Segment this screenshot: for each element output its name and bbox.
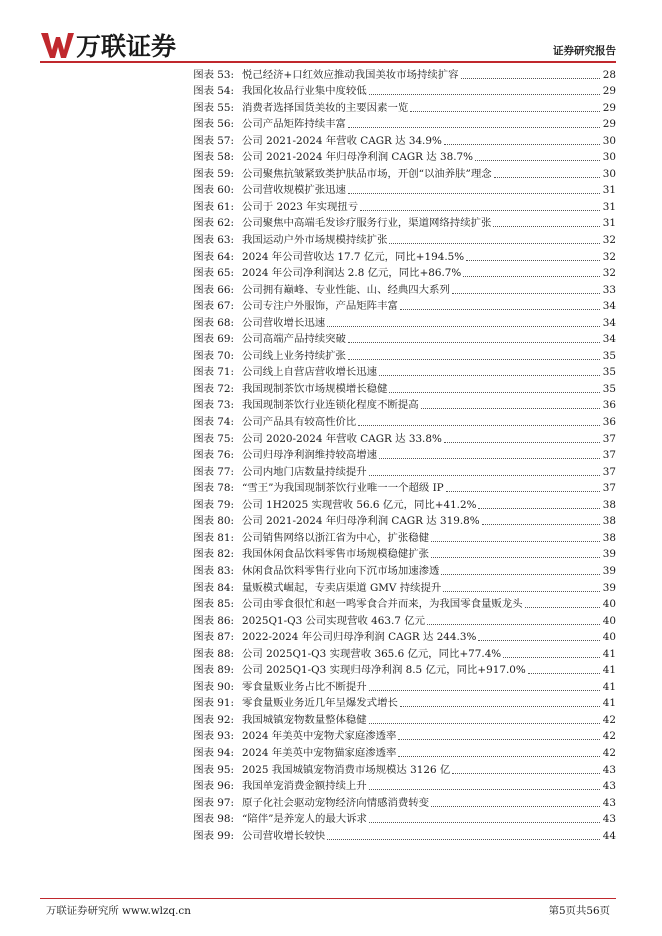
toc-leader-dots [525,606,600,608]
toc-entry-label: 图表 77: [193,465,234,478]
toc-entry-page[interactable]: 43 [602,780,616,793]
toc-entry-title[interactable]: “雪王”为我国现制茶饮行业唯一一个超级 IP [242,482,444,495]
toc-entry[interactable] [40,792,616,809]
toc-entry-label: 图表 93: [193,730,234,743]
toc-entry[interactable] [40,478,616,495]
toc-entry-label: 图表 64: [193,250,234,263]
toc-entry[interactable] [40,461,616,478]
toc-entry-label: 图表 62: [193,217,234,230]
toc-entry-title[interactable]: 公司产品矩阵持续丰富 [242,118,346,131]
toc-entry-page[interactable]: 30 [602,151,616,164]
toc-leader-dots [466,259,600,261]
toc-entry-page[interactable]: 30 [602,134,616,147]
toc-entry-title[interactable]: 公司产品具有较高性价比 [242,416,357,429]
toc-entry[interactable] [40,511,616,528]
toc-leader-dots [463,275,600,277]
toc-entry-page[interactable]: 43 [602,796,616,809]
toc-entry-page[interactable]: 37 [602,449,616,462]
toc-leader-dots [348,341,600,343]
toc-entry-title[interactable]: 公司高端产品持续突破 [242,333,346,346]
toc-entry-label: 图表 68: [193,316,234,329]
toc-entry[interactable] [40,345,616,362]
toc-entry[interactable] [40,213,616,230]
toc-entry-page[interactable]: 38 [602,515,616,528]
toc-leader-dots [482,523,600,525]
toc-entry-title[interactable]: 我国城镇宠物数量整体稳健 [242,713,367,726]
toc-entry-label: 图表 72: [193,382,234,395]
toc-entry[interactable] [40,610,616,627]
toc-entry-page[interactable]: 35 [602,382,616,395]
toc-entry-title[interactable]: 消费者选择国货美妆的主要因素一览 [242,101,409,114]
brand-logo-mark-icon [40,30,74,60]
toc-leader-dots [444,441,600,443]
toc-entry-page[interactable]: 28 [602,68,616,81]
toc-leader-dots [400,308,600,310]
toc-leader-dots [528,672,600,674]
toc-entry-label: 图表 87: [193,631,234,644]
toc-entry-label: 图表 75: [193,432,234,445]
footer-org-site: 万联证券研究所 www.wlzq.cn [46,905,191,917]
toc-entry-label: 图表 54: [193,85,234,98]
footer-divider [40,898,616,899]
toc-entry[interactable] [40,81,616,98]
toc-entry[interactable] [40,97,616,114]
toc-entry[interactable] [40,130,616,147]
toc-entry-page[interactable]: 32 [602,250,616,263]
toc-entry-label: 图表 83: [193,564,234,577]
toc-entry[interactable] [40,229,616,246]
toc-leader-dots [441,573,600,575]
toc-leader-dots [427,623,600,625]
toc-entry[interactable] [40,411,616,428]
toc-leader-dots [452,772,600,774]
toc-leader-dots [398,738,600,740]
toc-leader-dots [446,490,600,492]
toc-entry-label: 图表 95: [193,763,234,776]
toc-entry-title[interactable]: 悦己经济+口红效应推动我国美妆市场持续扩容 [242,68,459,81]
toc-entry[interactable] [40,428,616,445]
toc-entry-label: 图表 63: [193,234,234,247]
toc-entry-page[interactable]: 41 [602,664,616,677]
toc-entry[interactable] [40,196,616,213]
toc-entry-label: 图表 65: [193,267,234,280]
toc-entry-page[interactable]: 29 [602,101,616,114]
toc-entry-title[interactable]: 公司内地门店数量持续提升 [242,465,367,478]
toc-entry-page[interactable]: 35 [602,349,616,362]
toc-entry[interactable] [40,594,616,611]
toc-entry[interactable] [40,825,616,842]
toc-entry-page[interactable]: 38 [602,531,616,544]
toc-entry-title[interactable]: 休闲食品饮料零售行业向下沉市场加速渗透 [242,564,440,577]
toc-leader-dots [400,705,600,707]
toc-entry-label: 图表 89: [193,664,234,677]
toc-entry[interactable] [40,246,616,263]
toc-entry-title[interactable]: 公司线上业务持续扩张 [242,349,346,362]
page-number: 第5页共56页 [548,905,610,917]
toc-entry[interactable] [40,693,616,710]
toc-entry-title[interactable]: 公司线上自营店营收增长迅速 [242,366,378,379]
toc-entry[interactable] [40,263,616,280]
toc-leader-dots [503,656,600,658]
toc-entry-label: 图表 53: [193,68,234,81]
toc-leader-dots [369,93,600,95]
toc-entry-title[interactable]: 公司由零食很忙和赵一鸣零食合并而来，为我国零食量贩龙头 [242,598,523,611]
toc-entry-page[interactable]: 31 [602,217,616,230]
toc-entry[interactable] [40,147,616,164]
toc-leader-dots [443,590,600,592]
toc-leader-dots [398,755,600,757]
toc-entry-label: 图表 80: [193,515,234,528]
toc-entry-label: 图表 69: [193,333,234,346]
toc-entry-label: 图表 79: [193,498,234,511]
toc-entry-title[interactable]: 2025 我国城镇宠物消费市场规模达 3126 亿 [242,763,451,776]
toc-entry[interactable] [40,709,616,726]
toc-leader-dots [431,540,600,542]
toc-entry-page[interactable]: 44 [602,829,616,842]
toc-entry-page[interactable]: 43 [602,763,616,776]
toc-leader-dots [389,391,600,393]
toc-entry-title[interactable]: 公司专注户外服饰，产品矩阵丰富 [242,300,398,313]
toc-entry-label: 图表 88: [193,647,234,660]
toc-entry-page[interactable]: 40 [602,614,616,627]
toc-leader-dots [431,556,600,558]
toc-entry-page[interactable]: 41 [602,680,616,693]
toc-entry-title[interactable]: 公司 2021-2024 年归母净利润 CAGR 达 319.8% [242,515,480,528]
toc-entry-page[interactable]: 39 [602,564,616,577]
toc-entry[interactable] [40,494,616,511]
brand-logo [40,28,176,62]
toc-entry[interactable] [40,163,616,180]
toc-entry[interactable] [40,627,616,644]
toc-leader-dots [379,457,600,459]
toc-entry[interactable] [40,329,616,346]
toc-entry-title[interactable]: 我国单宠消费金额持续上升 [242,780,367,793]
toc-entry-label: 图表 99: [193,829,234,842]
toc-entry-page[interactable]: 30 [602,167,616,180]
toc-entry[interactable] [40,660,616,677]
toc-entry[interactable] [40,742,616,759]
toc-entry-title[interactable]: 公司归母净利润维持较高增速 [242,449,378,462]
toc-entry-label: 图表 74: [193,416,234,429]
toc-entry-title[interactable]: 2024 年公司净利润达 2.8 亿元，同比+86.7% [242,267,462,280]
toc-entry-label: 图表 94: [193,746,234,759]
toc-leader-dots [369,788,600,790]
toc-entry-title[interactable]: 公司聚焦抗皱紧致类护肤品市场，开创“以油养肤”理念 [242,167,492,180]
toc-entry[interactable] [40,527,616,544]
toc-entry-page[interactable]: 42 [602,730,616,743]
toc-leader-dots [478,507,600,509]
toc-entry[interactable] [40,676,616,693]
toc-entry-label: 图表 73: [193,399,234,412]
toc-leader-dots [369,689,600,691]
toc-entry-page[interactable]: 37 [602,482,616,495]
toc-leader-dots [327,838,600,840]
toc-leader-dots [379,374,600,376]
toc-entry[interactable] [40,726,616,743]
toc-entry-label: 图表 55: [193,101,234,114]
toc-entry-label: 图表 86: [193,614,234,627]
toc-entry-title[interactable]: 零食量贩业务占比不断提升 [242,680,367,693]
toc-entry[interactable] [40,312,616,329]
toc-leader-dots [369,821,600,823]
toc-entry-title[interactable]: 我国现制茶饮行业连锁化程度不断提高 [242,399,419,412]
toc-entry-title[interactable]: 公司 2025Q1-Q3 实现营收 365.6 亿元，同比+77.4% [242,647,502,660]
toc-entry-title[interactable]: 2024 年公司营收达 17.7 亿元，同比+194.5% [242,250,465,263]
figure-index-list [40,64,616,842]
toc-entry[interactable] [40,445,616,462]
toc-entry-page[interactable]: 36 [602,399,616,412]
toc-entry-page[interactable]: 39 [602,581,616,594]
toc-entry-title[interactable]: 零食量贩业务近几年呈爆发式增长 [242,697,398,710]
toc-entry-title[interactable]: 公司销售网络以浙江省为中心，扩张稳健 [242,531,430,544]
toc-entry[interactable] [40,809,616,826]
toc-entry[interactable] [40,378,616,395]
toc-entry-page[interactable]: 33 [602,283,616,296]
toc-entry-label: 图表 78: [193,482,234,495]
toc-entry-title[interactable]: 我国休闲食品饮料零售市场规模稳健扩张 [242,548,430,561]
toc-entry-page[interactable]: 31 [602,200,616,213]
toc-entry[interactable] [40,544,616,561]
toc-entry-title[interactable]: 公司营收增长迅速 [242,316,326,329]
toc-entry-page[interactable]: 32 [602,267,616,280]
toc-entry-page[interactable]: 42 [602,713,616,726]
toc-leader-dots [444,143,600,145]
toc-entry[interactable] [40,180,616,197]
toc-entry[interactable] [40,296,616,313]
toc-leader-dots [461,77,600,79]
toc-entry-title[interactable]: 公司 1H2025 实现营收 56.6 亿元，同比+41.2% [242,498,477,511]
toc-entry-page[interactable]: 31 [602,184,616,197]
toc-entry[interactable] [40,114,616,131]
toc-entry-label: 图表 71: [193,366,234,379]
toc-entry-title[interactable]: 公司拥有巅峰、专业性能、山、经典四大系列 [242,283,450,296]
toc-leader-dots [348,192,600,194]
toc-leader-dots [478,639,600,641]
toc-entry-page[interactable]: 40 [602,598,616,611]
toc-entry-title[interactable]: 原子化社会驱动宠物经济向情感消费转变 [242,796,430,809]
toc-entry-label: 图表 57: [193,134,234,147]
toc-entry[interactable] [40,560,616,577]
toc-entry-page[interactable]: 34 [602,316,616,329]
toc-entry-label: 图表 98: [193,813,234,826]
toc-entry-label: 图表 85: [193,598,234,611]
toc-entry-title[interactable]: 2024 年美英中宠物犬家庭渗透率 [242,730,397,743]
toc-entry-page[interactable]: 29 [602,118,616,131]
toc-leader-dots [493,225,600,227]
toc-entry-title[interactable]: 我国现制茶饮市场规模增长稳健 [242,382,388,395]
toc-entry-title[interactable]: 公司 2021-2024 年归母净利润 CAGR 达 38.7% [242,151,474,164]
toc-entry-title[interactable]: 公司于 2023 年实现扭亏 [242,200,359,213]
toc-entry-label: 图表 60: [193,184,234,197]
toc-entry-label: 图表 96: [193,780,234,793]
toc-leader-dots [348,358,600,360]
toc-leader-dots [348,126,600,128]
toc-entry-label: 图表 97: [193,796,234,809]
toc-leader-dots [494,176,600,178]
toc-entry-title[interactable]: 公司 2021-2024 年营收 CAGR 达 34.9% [242,134,442,147]
toc-entry-page[interactable]: 38 [602,498,616,511]
toc-entry-title[interactable]: 2025Q1-Q3 公司实现营收 463.7 亿元 [242,614,425,627]
toc-leader-dots [389,242,600,244]
page-header [0,0,662,62]
toc-leader-dots [327,325,600,327]
toc-entry-label: 图表 91: [193,697,234,710]
toc-entry-page[interactable]: 35 [602,366,616,379]
toc-leader-dots [421,407,600,409]
toc-entry-page[interactable]: 39 [602,548,616,561]
toc-entry-label: 图表 81: [193,531,234,544]
toc-entry-label: 图表 90: [193,680,234,693]
toc-leader-dots [475,159,600,161]
toc-leader-dots [369,722,600,724]
toc-entry-page[interactable]: 32 [602,234,616,247]
toc-entry[interactable] [40,643,616,660]
toc-entry[interactable] [40,64,616,81]
toc-entry-page[interactable]: 29 [602,85,616,98]
toc-entry-title[interactable]: 公司聚焦中高端毛发诊疗服务行业，渠道网络持续扩张 [242,217,492,230]
toc-entry-page[interactable]: 36 [602,416,616,429]
toc-leader-dots [431,805,600,807]
toc-leader-dots [369,474,600,476]
toc-entry-label: 图表 70: [193,349,234,362]
toc-entry-page[interactable]: 41 [602,647,616,660]
toc-leader-dots [410,110,600,112]
toc-entry-page[interactable]: 37 [602,465,616,478]
toc-entry-label: 图表 82: [193,548,234,561]
toc-entry-label: 图表 58: [193,151,234,164]
toc-entry[interactable] [40,577,616,594]
toc-entry-label: 图表 92: [193,713,234,726]
toc-entry-label: 图表 59: [193,167,234,180]
toc-leader-dots [360,209,600,211]
toc-entry-title[interactable]: 我国化妆品行业集中度较低 [242,85,367,98]
report-type-label: 证券研究报告 [553,45,616,57]
toc-entry-label: 图表 84: [193,581,234,594]
toc-entry-title[interactable]: 公司 2025Q1-Q3 实现归母净利润 8.5 亿元，同比+917.0% [242,664,526,677]
toc-entry-page[interactable]: 40 [602,631,616,644]
toc-entry-page[interactable]: 37 [602,432,616,445]
toc-entry-page[interactable]: 34 [602,300,616,313]
toc-entry-page[interactable]: 42 [602,746,616,759]
toc-entry-page[interactable]: 41 [602,697,616,710]
toc-entry-title[interactable]: 2024 年美英中宠物猫家庭渗透率 [242,746,397,759]
toc-entry[interactable] [40,776,616,793]
toc-entry-title[interactable]: “陪伴”是养宠人的最大诉求 [242,813,367,826]
toc-entry-title[interactable]: 公司营收增长较快 [242,829,326,842]
toc-entry[interactable] [40,759,616,776]
toc-entry-title[interactable]: 公司营收规模扩张迅速 [242,184,346,197]
toc-entry-page[interactable]: 43 [602,813,616,826]
toc-entry-title[interactable]: 量贩模式崛起，专卖店渠道 GMV 持续提升 [242,581,442,594]
toc-leader-dots [452,292,600,294]
toc-entry[interactable] [40,362,616,379]
header-divider [40,61,616,63]
toc-entry[interactable] [40,395,616,412]
toc-entry-label: 图表 61: [193,200,234,213]
toc-entry-title[interactable]: 公司 2020-2024 年营收 CAGR 达 33.8% [242,432,442,445]
toc-entry-title[interactable]: 2022-2024 年公司归母净利润 CAGR 达 244.3% [242,631,477,644]
toc-leader-dots [358,424,600,426]
toc-entry-title[interactable]: 我国运动户外市场规模持续扩张 [242,234,388,247]
brand-name: 万联证券 [76,32,177,61]
toc-entry-label: 图表 66: [193,283,234,296]
toc-entry[interactable] [40,279,616,296]
toc-entry-label: 图表 76: [193,449,234,462]
toc-entry-label: 图表 67: [193,300,234,313]
toc-entry-label: 图表 56: [193,118,234,131]
toc-entry-page[interactable]: 34 [602,333,616,346]
